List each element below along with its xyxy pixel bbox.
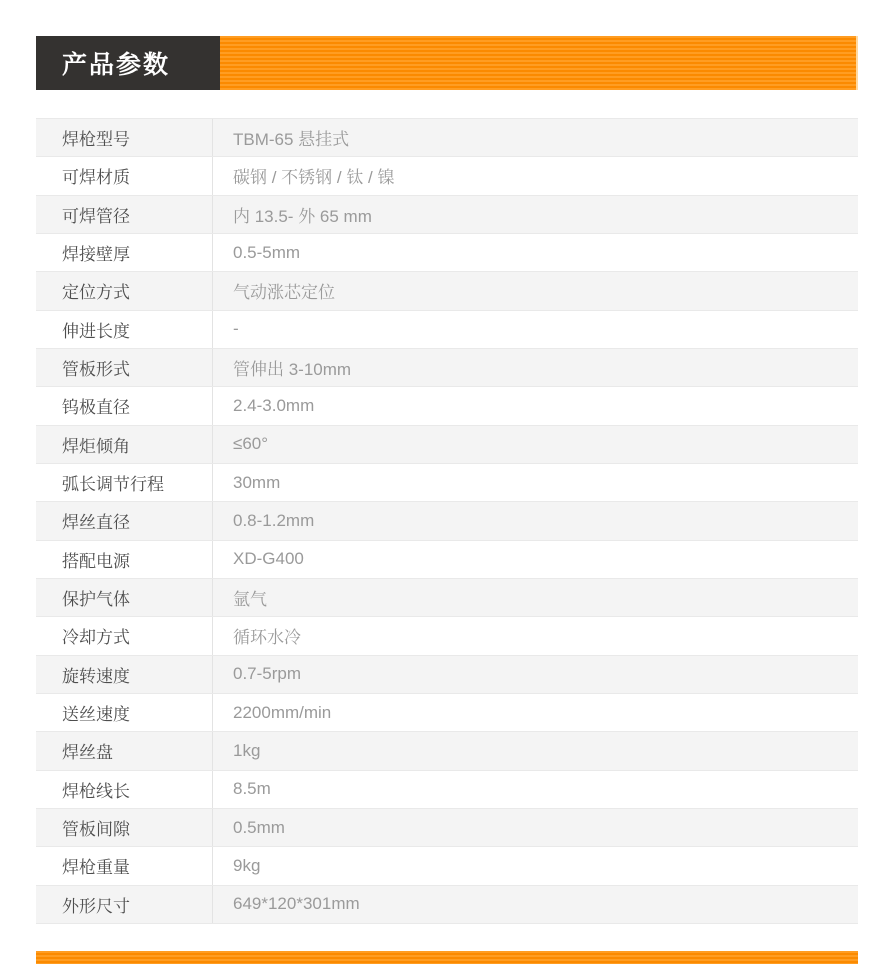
spec-value: 1kg — [233, 740, 261, 760]
table-row — [36, 732, 858, 770]
spec-label: 焊枪线长 — [36, 771, 213, 808]
spec-value: 循环水冷 — [233, 628, 301, 648]
spec-value: 0.7-5rpm — [233, 664, 302, 684]
table-row — [36, 272, 858, 310]
spec-label: 定位方式 — [36, 272, 213, 309]
table-row — [36, 694, 858, 732]
spec-value: 30mm — [233, 472, 281, 492]
spec-label: 管板形式 — [36, 349, 213, 386]
spec-value: XD-G400 — [233, 549, 304, 569]
table-row — [36, 119, 858, 157]
table-row — [36, 656, 858, 694]
spec-label: 旋转速度 — [36, 656, 213, 693]
table-row — [36, 847, 858, 885]
bottom-orange-bar — [36, 951, 858, 964]
table-row — [36, 464, 858, 502]
spec-label: 焊接壁厚 — [36, 234, 213, 271]
section-header — [36, 36, 858, 90]
spec-label: 焊炬倾角 — [36, 426, 213, 463]
spec-value: 碳钢 / 不锈钢 / 钛 / 镍 — [233, 168, 395, 188]
spec-value: - — [233, 319, 239, 339]
table-row — [36, 234, 858, 272]
spec-value: 9kg — [233, 855, 261, 875]
table-row — [36, 349, 858, 387]
spec-value: 0.5mm — [233, 817, 285, 837]
table-row — [36, 311, 858, 349]
spec-value: 8.5m — [233, 779, 271, 799]
table-row — [36, 157, 858, 195]
section-title: 产品参数 — [36, 36, 220, 90]
table-row — [36, 771, 858, 809]
spec-value: 管伸出 3-10mm — [233, 360, 352, 380]
spec-label: 管板间隙 — [36, 809, 213, 846]
table-row — [36, 579, 858, 617]
spec-label: 可焊管径 — [36, 196, 213, 233]
orange-banner — [220, 36, 858, 90]
table-row — [36, 886, 858, 924]
table-row — [36, 426, 858, 464]
spec-label: 可焊材质 — [36, 157, 213, 194]
table-row — [36, 617, 858, 655]
spec-value: 0.5-5mm — [233, 242, 301, 262]
spec-label: 焊枪型号 — [36, 119, 213, 156]
spec-label: 伸进长度 — [36, 311, 213, 348]
spec-label: 焊枪重量 — [36, 847, 213, 884]
spec-label: 焊丝盘 — [36, 732, 213, 769]
table-row — [36, 809, 858, 847]
spec-value: 2200mm/min — [233, 702, 332, 722]
spec-label: 保护气体 — [36, 579, 213, 616]
spec-label: 送丝速度 — [36, 694, 213, 731]
spec-value: TBM-65 悬挂式 — [233, 130, 350, 150]
spec-value: 内 13.5- 外 65 mm — [233, 206, 372, 226]
spec-value: 氩气 — [233, 590, 267, 610]
spec-value: 2.4-3.0mm — [233, 395, 315, 415]
table-row — [36, 387, 858, 425]
spec-table — [36, 118, 858, 924]
spec-value: 气动涨芯定位 — [233, 283, 335, 303]
spec-label: 冷却方式 — [36, 617, 213, 654]
content-column — [36, 0, 858, 964]
spec-label: 弧长调节行程 — [36, 464, 213, 501]
table-row — [36, 196, 858, 234]
table-row — [36, 541, 858, 579]
table-row — [36, 502, 858, 540]
spec-value: 0.8-1.2mm — [233, 510, 315, 530]
spec-label: 搭配电源 — [36, 541, 213, 578]
spec-label: 焊丝直径 — [36, 502, 213, 539]
spec-value: ≤60° — [233, 434, 269, 454]
spec-value: 649*120*301mm — [233, 894, 360, 914]
spec-label: 外形尺寸 — [36, 886, 213, 923]
spec-label: 钨极直径 — [36, 387, 213, 424]
